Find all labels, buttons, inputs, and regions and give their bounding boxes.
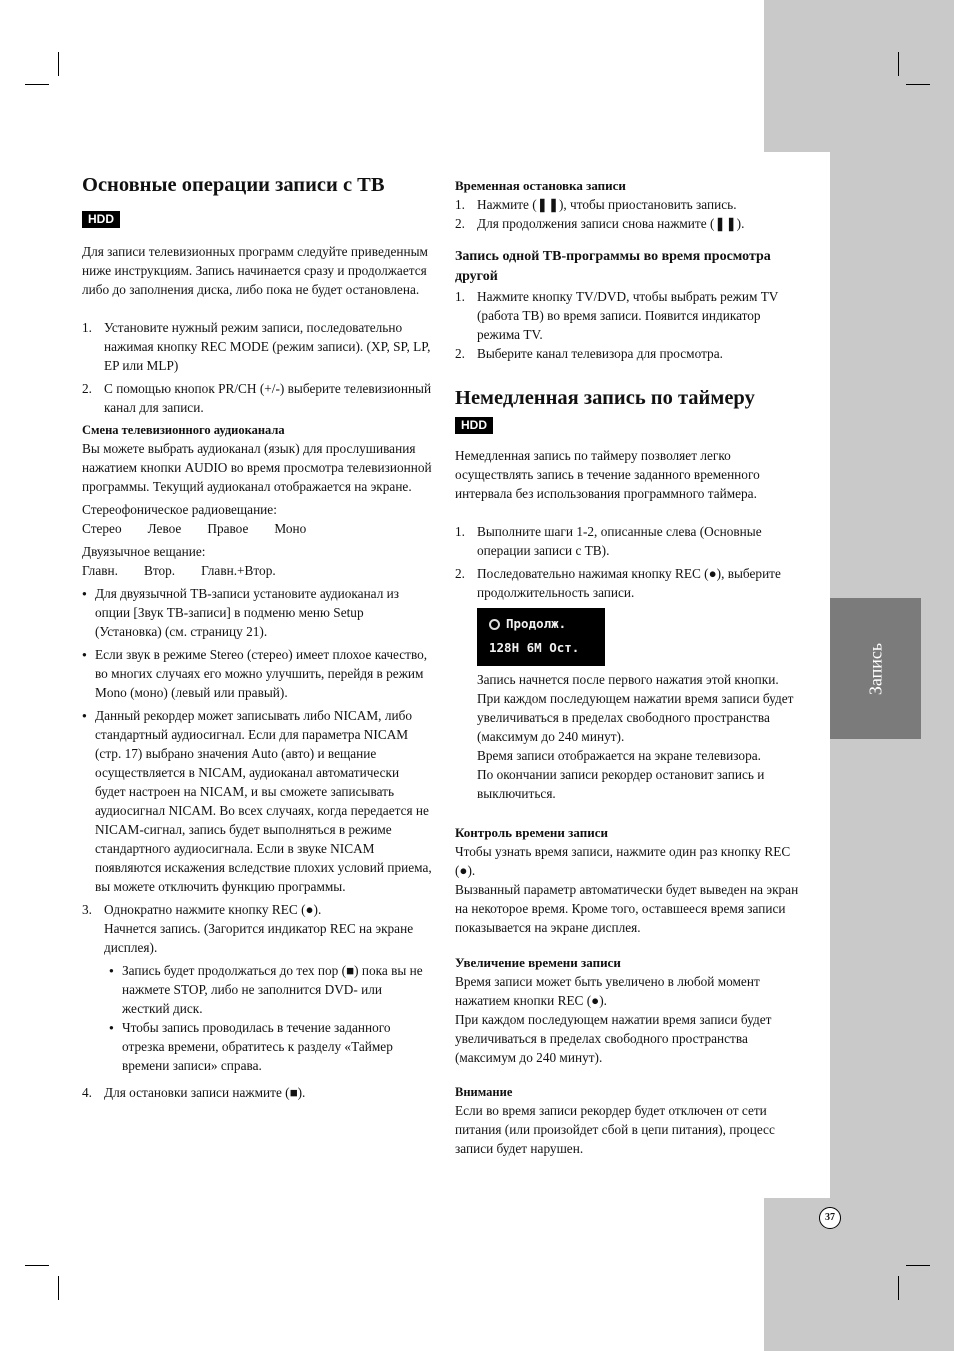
- section-title-timer: Немедленная запись по таймеру: [455, 387, 755, 409]
- crop-mark: [906, 1265, 930, 1266]
- bilingual-option: Главн.+Втор.: [201, 563, 276, 578]
- crop-mark: [58, 1276, 59, 1300]
- stereo-options: [82, 519, 432, 538]
- left-column: [82, 172, 432, 1102]
- timer-after-paragraph: Запись начнется после первого нажатия этой кнопки. При каждом последующем нажатии время записи будет увеличиваться в пределах свободного пространства (максимум до 240 минут).: [477, 672, 794, 744]
- crop-mark: [25, 84, 49, 85]
- audio-paragraph: Вы можете выбрать аудиоканал (язык) для прослушивания нажатием кнопки AUDIO во время просмотра телевизионной программы. Текущий аудиоканал отображается на экране.: [82, 441, 432, 494]
- note-item: ● Для двуязычной ТВ-записи установите аудиоканал из опции [Звук ТВ-записи] в подменю меню Setup (Установка) (см. страницу 21).: [82, 584, 432, 641]
- stereo-option: Левое: [147, 521, 182, 536]
- bilingual-options: [82, 561, 432, 580]
- crop-mark: [58, 52, 59, 76]
- step-item: 1. Выполните шаги 1-2, описанные слева (Основные операции записи с ТВ).: [455, 524, 762, 558]
- caution-paragraph: Если во время записи рекордер будет отключен от сети питания (или произойдет сбой в цепи питания), процесс записи будет нарушен.: [455, 1103, 775, 1156]
- timer-after-paragraph: По окончании записи рекордер остановит запись и выключиться.: [477, 767, 765, 801]
- timer-steps: [455, 522, 805, 803]
- timer-intro: Немедленная запись по таймеру позволяет легко осуществлять запись в течение заданного временного интервала без использования программного таймера.: [455, 448, 760, 501]
- page-margin-shade-bottom: [764, 1198, 954, 1351]
- watch-steps: [455, 287, 805, 363]
- steps-list-cont: [82, 900, 432, 1102]
- osd-label: Продолж.: [506, 616, 567, 631]
- bilingual-option: Втор.: [143, 563, 176, 578]
- audio-notes: [82, 584, 432, 896]
- extend-paragraph: Время записи может быть увеличено в любой момент нажатием кнопки REC (●).: [455, 974, 760, 1008]
- check-paragraph: Вызванный параметр автоматически будет выведен на экран на некоторое время. Кроме того, оставшееся время записи показывается на экране дисплея.: [455, 882, 799, 935]
- step-item: 2. Выберите канал телевизора для просмотра.: [455, 346, 723, 361]
- step-item: 1. Нажмите (❚❚), чтобы приостановить запись.: [455, 197, 737, 212]
- hdd-badge: HDD: [455, 417, 493, 434]
- step-item: 3. Однократно нажмите кнопку REC (●). Начнется запись. (Загорится индикатор REC на экране дисплея). ● Запись будет продолжаться до тех пор (■) пока вы не нажмете STOP, либо не заполнится DVD- или жесткий диск. ● Чтобы запись проводилась в течение заданного отрезка времени, обратитесь к разделу «Таймер времени записи» справа.: [82, 900, 432, 1075]
- step-item: 2. С помощью кнопок PR/CH (+/-) выберите телевизионный канал для записи.: [82, 381, 432, 415]
- bilingual-label: Двуязычное вещание:: [82, 544, 206, 559]
- steps-list: [82, 318, 432, 417]
- stereo-option: Правое: [207, 521, 249, 536]
- check-heading: Контроль времени записи: [455, 825, 608, 840]
- stereo-option: Стерео: [82, 521, 122, 536]
- section-title-tv-recording: Основные операции записи с ТВ: [82, 174, 385, 196]
- osd-value: 128H 6M Ост.: [489, 640, 580, 655]
- stereo-option: Моно: [274, 521, 307, 536]
- crop-mark: [25, 1265, 49, 1266]
- step-item: 4. Для остановки записи нажмите (■).: [82, 1085, 306, 1100]
- crop-mark: [898, 52, 899, 76]
- check-paragraph: Чтобы узнать время записи, нажмите один раз кнопку REC (●).: [455, 844, 791, 878]
- note-item: ● Чтобы запись проводилась в течение заданного отрезка времени, обратитесь к разделу «Таймер времени записи» справа.: [109, 1018, 432, 1075]
- hdd-badge: HDD: [82, 211, 120, 228]
- note-item: ● Запись будет продолжаться до тех пор (■) пока вы не нажмете STOP, либо не заполнится DVD- или жесткий диск.: [109, 961, 432, 1018]
- extend-paragraph: При каждом последующем нажатии время записи будет увеличиваться в пределах свободного пространства (максимум до 240 минут).: [455, 1012, 772, 1065]
- right-column: [455, 172, 805, 1158]
- page-margin-shade-top: [764, 0, 954, 152]
- crop-mark: [898, 1276, 899, 1300]
- section-side-tab: [830, 598, 921, 739]
- watch-heading: Запись одной ТВ-программы во время просмотра другой: [455, 249, 771, 284]
- pause-steps: [455, 195, 805, 233]
- timer-after-paragraph: Время записи отображается на экране телевизора.: [477, 748, 761, 763]
- step3-notes: [109, 961, 432, 1075]
- crop-mark: [906, 84, 930, 85]
- note-item: ● Данный рекордер может записывать либо NICAM, либо стандартный аудиосигнал. Если для параметра NICAM (стр. 17) выбрано значения Auto (авто) и вещание осуществляется в NICAM, аудиоканал автоматически будет настроен на NICAM, и вы сможете записывать аудиосигнал NICAM. Во всех случаях, когда передается не NICAM-сигнал, запись будет выполняться в режиме стандартного аудиосигнала. Если в звуке NICAM появляются искажения вследствие плохих условий приема, вы можете отключить функцию программы.: [82, 706, 432, 896]
- step-item: 2. Последовательно нажимая кнопку REC (●), выберите продолжительность записи. Продолж. 128H 6M Ост. Запись начнется после первого нажатия этой кнопки. При каждом последующем нажатии время записи будет увеличиваться в пределах свободного пространства (максимум до 240 минут). Время записи отображается на экране телевизора. По окончании записи рекордер остановит запись и выключиться.: [455, 564, 805, 803]
- caution-heading: Внимание: [455, 1085, 513, 1099]
- stereo-label: Стереофоническое радиовещание:: [82, 502, 277, 517]
- page-number: 37: [819, 1207, 841, 1229]
- audio-subheading: Смена телевизионного аудиоканала: [82, 423, 285, 437]
- bilingual-option: Главн.: [82, 563, 118, 578]
- extend-heading: Увеличение времени записи: [455, 955, 621, 970]
- step-item: 1. Нажмите кнопку TV/DVD, чтобы выбрать режим TV (работа ТВ) во время записи. Появится индикатор режима TV.: [455, 289, 779, 342]
- side-tab-label: Запись: [865, 642, 885, 695]
- intro-paragraph: Для записи телевизионных программ следуйте приведенным ниже инструкциям. Запись начинается сразу и продолжается либо до заполнения диска, либо пока не будет остановлена.: [82, 244, 428, 297]
- osd-display: [477, 608, 605, 666]
- step-item: 1. Установите нужный режим записи, последовательно нажимая кнопку REC MODE (режим записи). (XP, SP, LP, EP или MLP): [82, 320, 431, 373]
- step-item: 2. Для продолжения записи снова нажмите (❚❚).: [455, 216, 745, 231]
- note-item: ● Если звук в режиме Stereo (стерео) имеет плохое качество, во многих случаях его можно улучшить, перейдя в режим Mono (моно) (левый или правый).: [82, 645, 432, 702]
- clock-icon: [489, 619, 500, 630]
- pause-heading: Временная остановка записи: [455, 178, 626, 193]
